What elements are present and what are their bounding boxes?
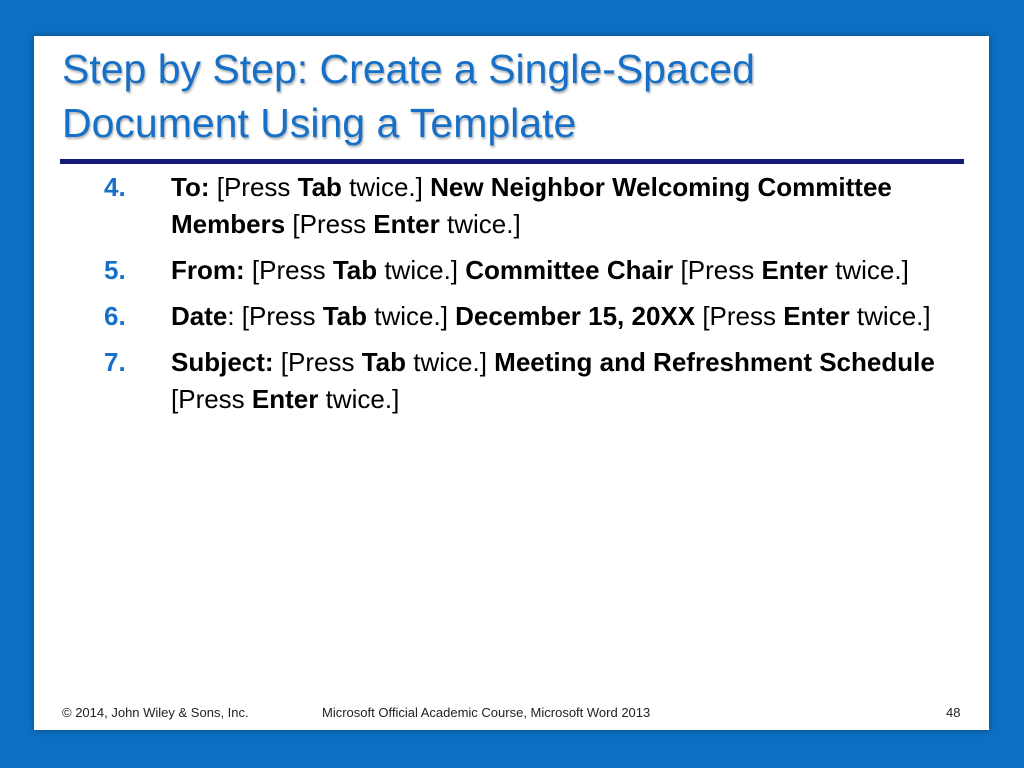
step-text-bold: To: <box>171 172 210 202</box>
slide-title-line-2: Document Using a Template <box>62 100 577 146</box>
step-text-bold: Enter <box>251 384 319 414</box>
step-text <box>171 252 954 289</box>
step-number: 5. <box>104 255 126 285</box>
step-text-bold: New Neighbor Welcoming Committee Members <box>171 172 892 239</box>
step-text-plain: twice.] <box>849 301 931 331</box>
steps-list <box>104 169 954 427</box>
step-number: 6. <box>104 301 126 331</box>
step-text-plain: twice.] <box>318 384 400 414</box>
step-text-bold: Date <box>171 301 228 331</box>
step-text-plain: [Press <box>171 384 252 414</box>
title-divider <box>60 159 964 164</box>
slide-title <box>62 42 962 150</box>
step-item <box>104 169 954 243</box>
slide <box>34 36 989 730</box>
step-text-plain: twice.] <box>406 347 495 377</box>
step-text <box>171 298 954 335</box>
step-text-plain: [Press <box>209 172 298 202</box>
step-item <box>104 298 954 335</box>
step-text-bold: Tab <box>322 301 368 331</box>
step-text-plain: [Press <box>244 255 333 285</box>
step-text-bold: Enter <box>761 255 828 285</box>
footer-copyright: © 2014, John Wiley & Sons, Inc. <box>62 705 249 720</box>
step-text-bold: Subject: <box>171 347 274 377</box>
step-text-bold: Tab <box>332 255 378 285</box>
step-text <box>171 169 954 243</box>
step-text-plain: [Press <box>273 347 362 377</box>
slide-title-line-1: Step by Step: Create a Single-Spaced <box>62 46 755 92</box>
step-item <box>104 252 954 289</box>
step-text-plain: [Press <box>695 301 784 331</box>
step-text-plain: [Press <box>673 255 762 285</box>
step-number: 7. <box>104 347 126 377</box>
step-text-bold: Enter <box>783 301 850 331</box>
step-text-plain: twice.] <box>367 301 456 331</box>
step-text-bold: From: <box>171 255 245 285</box>
step-text-plain: twice.] <box>377 255 466 285</box>
step-text-bold: Tab <box>361 347 407 377</box>
step-text-plain: twice.] <box>341 172 431 202</box>
step-text-bold: Meeting and Refreshment Schedule <box>494 347 935 377</box>
step-text <box>171 344 954 418</box>
step-text-plain: twice.] <box>827 255 909 285</box>
step-text-bold: Committee Chair <box>465 255 674 285</box>
footer-course: Microsoft Official Academic Course, Microsoft Word 2013 <box>322 705 651 720</box>
step-text-bold: December 15, 20XX <box>455 301 696 331</box>
step-number: 4. <box>104 172 126 202</box>
step-text-plain: twice.] <box>439 209 521 239</box>
step-text-plain: [Press <box>285 209 374 239</box>
step-item <box>104 344 954 418</box>
step-text-bold: Tab <box>297 172 342 202</box>
step-text-bold: Enter <box>373 209 440 239</box>
step-text-plain: : [Press <box>227 301 323 331</box>
footer-page-number: 48 <box>946 705 961 720</box>
